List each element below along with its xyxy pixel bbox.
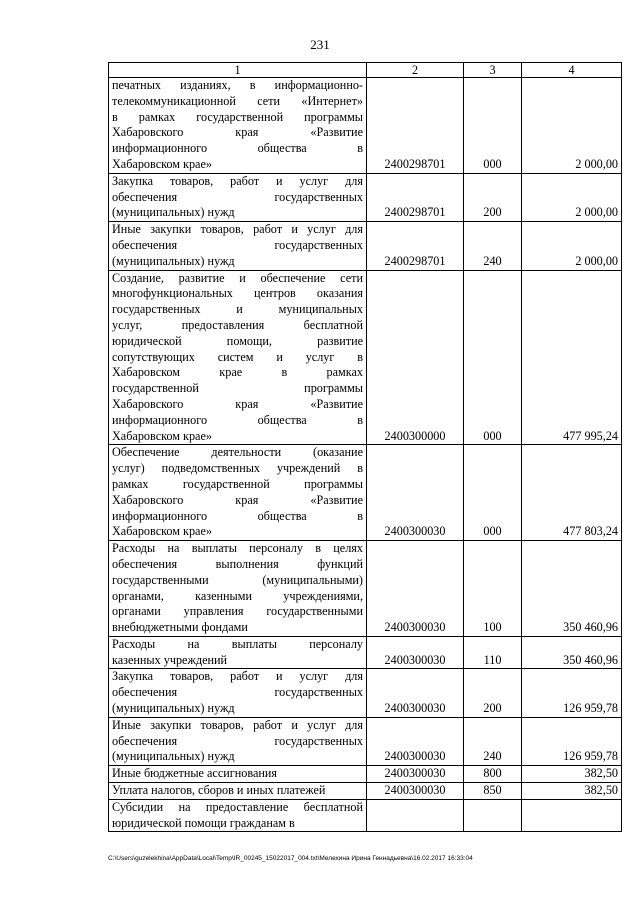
- row-amount: 382,50: [522, 783, 622, 800]
- table-header-row: [109, 63, 622, 78]
- table-row: [109, 541, 622, 637]
- row-amount: 477 995,24: [522, 270, 622, 445]
- row-amount: 382,50: [522, 766, 622, 783]
- table-row: [109, 783, 622, 800]
- row-amount: 2 000,00: [522, 78, 622, 174]
- description-line: Закупка товаров, работ и услуг для: [112, 173, 363, 188]
- description-line: в рамках государственной программы: [112, 109, 363, 124]
- row-amount: [522, 799, 622, 832]
- description-line: (муниципальных) нужд: [112, 749, 235, 764]
- row-amount: 2 000,00: [522, 173, 622, 221]
- row-expense-group: 000: [464, 270, 522, 445]
- row-description: [109, 636, 367, 669]
- row-target-code: 2400300030: [367, 445, 464, 541]
- table-body: [109, 78, 622, 832]
- description-line: обеспечения государственных: [112, 237, 363, 252]
- row-target-code: 2400300030: [367, 669, 464, 717]
- description-line: Закупка товаров, работ и услуг для: [112, 669, 363, 684]
- description-line: (муниципальных) нужд: [112, 701, 235, 716]
- column-header-amount: 4: [522, 63, 622, 78]
- description-line: Хабаровского края «Развитие: [112, 396, 363, 411]
- row-description: [109, 783, 367, 800]
- row-expense-group: 240: [464, 717, 522, 765]
- row-description: [109, 445, 367, 541]
- table-row: [109, 636, 622, 669]
- description-line: Хабаровском крае»: [112, 428, 212, 443]
- description-line: Хабаровского края «Развитие: [112, 125, 363, 140]
- row-expense-group: 200: [464, 669, 522, 717]
- row-target-code: 2400300030: [367, 783, 464, 800]
- row-amount: 350 460,96: [522, 541, 622, 637]
- description-line: Субсидии на предоставление бесплатной: [112, 799, 363, 814]
- row-amount: 126 959,78: [522, 669, 622, 717]
- description-line: внебюджетными фондами: [112, 620, 248, 635]
- row-target-code: 2400300030: [367, 717, 464, 765]
- description-line: многофункциональных центров оказания: [112, 286, 363, 301]
- row-target-code: 2400300030: [367, 636, 464, 669]
- row-amount: 477 803,24: [522, 445, 622, 541]
- row-description: [109, 541, 367, 637]
- column-header-code: 2: [367, 63, 464, 78]
- table-row: [109, 270, 622, 445]
- table-row: [109, 669, 622, 717]
- description-line: Хабаровском крае»: [112, 524, 212, 539]
- description-line: информационного общества в: [112, 412, 363, 427]
- row-description: [109, 173, 367, 221]
- description-line: Расходы на выплаты персоналу: [112, 636, 363, 651]
- row-expense-group: 800: [464, 766, 522, 783]
- row-target-code: 2400300000: [367, 270, 464, 445]
- row-amount: 2 000,00: [522, 222, 622, 270]
- row-description: [109, 669, 367, 717]
- row-target-code: [367, 799, 464, 832]
- row-expense-group: 000: [464, 445, 522, 541]
- description-line: Хабаровского края «Развитие: [112, 492, 363, 507]
- description-line: рамках государственной программы: [112, 476, 363, 491]
- row-expense-group: 110: [464, 636, 522, 669]
- table-row: [109, 78, 622, 174]
- description-line: Иные закупки товаров, работ и услуг для: [112, 222, 363, 237]
- column-header-description: 1: [109, 63, 367, 78]
- row-target-code: 2400300030: [367, 766, 464, 783]
- table-row: [109, 766, 622, 783]
- description-line: (муниципальных) нужд: [112, 253, 235, 268]
- row-description: [109, 717, 367, 765]
- description-line: Уплата налогов, сборов и иных платежей: [112, 783, 326, 798]
- row-description: [109, 799, 367, 832]
- description-line: государственными (муниципальными): [112, 572, 363, 587]
- description-line: Хабаровском крае»: [112, 156, 212, 171]
- description-line: Иные бюджетные ассигнования: [112, 766, 278, 781]
- row-expense-group: [464, 799, 522, 832]
- description-line: казенных учреждений: [112, 652, 228, 667]
- table-row: [109, 717, 622, 765]
- row-description: [109, 222, 367, 270]
- description-line: Иные закупки товаров, работ и услуг для: [112, 717, 363, 732]
- row-target-code: 2400298701: [367, 78, 464, 174]
- row-amount: 126 959,78: [522, 717, 622, 765]
- row-target-code: 2400298701: [367, 222, 464, 270]
- row-target-code: 2400300030: [367, 541, 464, 637]
- description-line: юридической помощи, развитие: [112, 333, 363, 348]
- table-row: [109, 173, 622, 221]
- row-expense-group: 850: [464, 783, 522, 800]
- description-line: информационного общества в: [112, 141, 363, 156]
- description-line: обеспечения государственных: [112, 189, 363, 204]
- table-row: [109, 222, 622, 270]
- description-line: сопутствующих систем и услуг в: [112, 349, 363, 364]
- description-line: Расходы на выплаты персоналу в целях: [112, 541, 363, 556]
- description-line: услуг, предоставления бесплатной: [112, 317, 363, 332]
- description-line: государственной программы: [112, 381, 363, 396]
- description-line: государственных и муниципальных: [112, 302, 363, 317]
- column-header-group: 3: [464, 63, 522, 78]
- description-line: органами, казенными учреждениями,: [112, 588, 363, 603]
- row-amount: 350 460,96: [522, 636, 622, 669]
- budget-table: [108, 62, 622, 832]
- row-description: [109, 766, 367, 783]
- file-path-footer: C:\Users\guzelekhina\AppData\Local\Temp\IR_00245_15022017_004.txt\Мелехина Ирина Геннадьевна\16.02.2017 16:33:04: [108, 855, 473, 862]
- row-target-code: 2400298701: [367, 173, 464, 221]
- description-line: органами управления государственными: [112, 604, 363, 619]
- description-line: Обеспечение деятельности (оказание: [112, 445, 363, 460]
- row-expense-group: 100: [464, 541, 522, 637]
- description-line: обеспечения государственных: [112, 733, 363, 748]
- description-line: услуг) подведомственных учреждений в: [112, 461, 363, 476]
- description-line: телекоммуникационной сети «Интернет»: [112, 93, 363, 108]
- row-expense-group: 240: [464, 222, 522, 270]
- description-line: юридической помощи гражданам в: [112, 815, 295, 830]
- row-expense-group: 200: [464, 173, 522, 221]
- page-number: 231: [310, 37, 330, 52]
- row-description: [109, 270, 367, 445]
- table-row: [109, 445, 622, 541]
- description-line: обеспечения государственных: [112, 685, 363, 700]
- description-line: информационного общества в: [112, 508, 363, 523]
- row-description: [109, 78, 367, 174]
- table-row: [109, 799, 622, 832]
- description-line: Хабаровском крае в рамках: [112, 365, 363, 380]
- description-line: печатных изданиях, в информационно-: [112, 78, 363, 92]
- description-line: (муниципальных) нужд: [112, 205, 235, 220]
- row-expense-group: 000: [464, 78, 522, 174]
- description-line: обеспечения выполнения функций: [112, 556, 363, 571]
- description-line: Создание, развитие и обеспечение сети: [112, 270, 363, 285]
